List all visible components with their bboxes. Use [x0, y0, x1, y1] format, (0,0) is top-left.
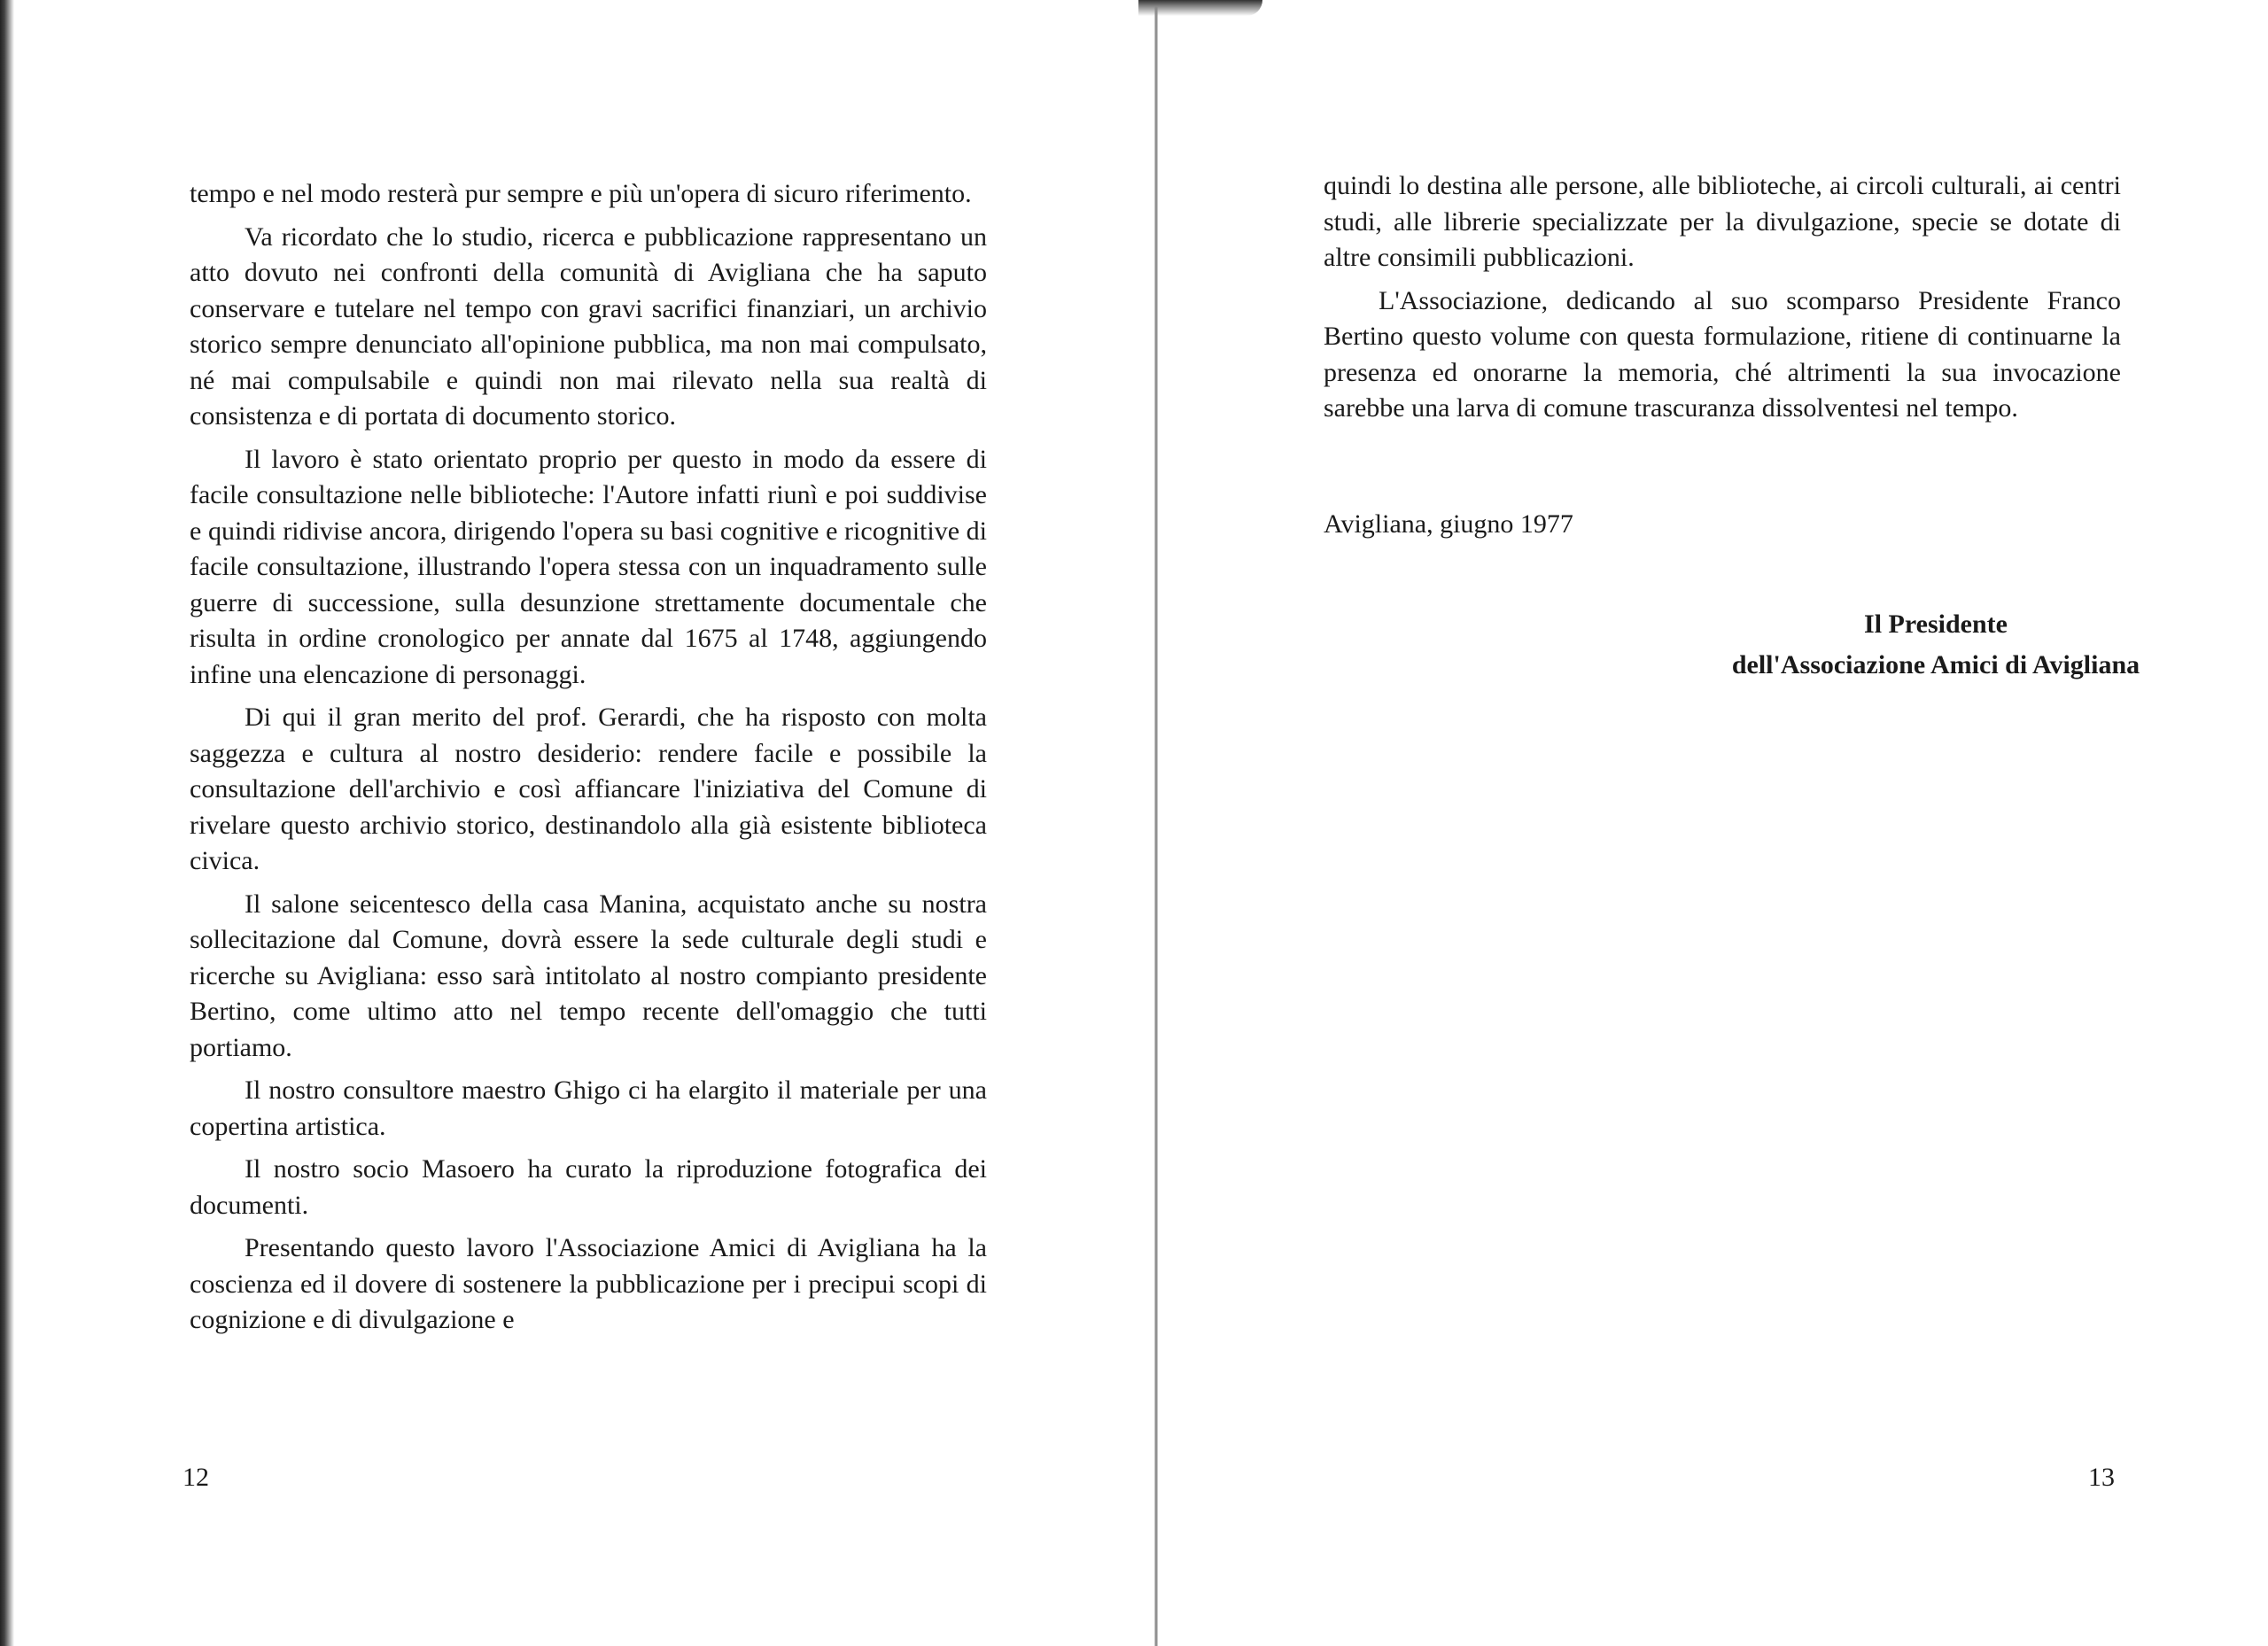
paragraph: Va ricordato che lo studio, ricerca e pubblicazione rappresentano un atto dovuto nei confronti della comunità di Avigliana che ha saputo conservare e tutelare nel tempo con gravi sacrifici finanziari, un archivio storico sempre denunciato all'opinione pubblica, ma non mai compulsato, né mai compulsabile e quindi non mai rilevato nella sua realtà di consistenza e di portata di documento storico. — [190, 221, 987, 431]
page-number-left: 12 — [183, 1463, 209, 1492]
dateline: Avigliana, giugno 1977 — [1324, 509, 1573, 539]
paragraph: L'Associazione, dedicando al suo scomparso Presidente Franco Bertino questo volume con questa formulazione, ritiene di continuarne la presenza ed onorarne la memoria, ché altrimenti la sua invocazione sarebbe una larva di comune trascuranza dissolventesi nel tempo. — [1324, 285, 2121, 423]
signature-block — [1652, 604, 2219, 686]
paragraph: Il salone seicentesco della casa Manina, acquistato anche su nostra sollecitazione dal Comune, dovrà essere la sede culturale degli studi e ricerche su Avigliana: esso sarà intitolato al nostro compianto presidente Bertino, come ultimo atto nel tempo recente dell'omaggio che tutti portiamo. — [190, 889, 987, 1062]
signature-title: Il Presidente — [1864, 609, 2008, 639]
paragraph: Di qui il gran merito del prof. Gerardi, che ha risposto con molta saggezza e cultura al nostro desiderio: rendere facile e possibile la consultazione dell'archivio e così affiancare l'iniziativa del Comune di rivelare questo archivio storico, destinandolo alla già esistente biblioteca civica. — [190, 703, 987, 875]
left-page-text — [190, 176, 987, 1339]
right-page-text — [1324, 168, 2121, 427]
signature-organization: dell'Associazione Amici di Avigliana — [1731, 650, 2140, 679]
paragraph: Il nostro consultore maestro Ghigo ci ha elargito il materiale per una copertina artistica. — [190, 1075, 987, 1141]
page-number-right: 13 — [2088, 1463, 2115, 1492]
paragraph: Il lavoro è stato orientato proprio per questo in modo da essere di facile consultazione nelle biblioteche: l'Autore infatti riunì e poi suddivise e quindi ridivise ancora, dirigendo l'opera su basi cognitive e ricognitive di facile consultazione, illustrando l'opera stessa con un inquadramento sulle guerre di successione, sulla desunzione strettamente documentale che risulta in ordine cronologico per annate dal 1675 al 1748, aggiungendo infine una elencazione di personaggi. — [190, 444, 987, 689]
paragraph: Il nostro socio Masoero ha curato la riproduzione fotografica dei documenti. — [190, 1154, 987, 1220]
paragraph: quindi lo destina alle persone, alle biblioteche, ai circoli culturali, ai centri studi, alle librerie specializzate per la divulgazione, specie se dotate di altre consimili pubblicazioni. — [1324, 171, 2121, 272]
right-page — [1156, 0, 2268, 1646]
paragraph: Presentando questo lavoro l'Associazione Amici di Avigliana ha la coscienza ed il dovere di sostenere la pubblicazione per i precipui scopi di cognizione e di divulgazione e — [190, 1233, 987, 1334]
paragraph: tempo e nel modo resterà pur sempre e più un'opera di sicuro riferimento. — [190, 179, 972, 208]
